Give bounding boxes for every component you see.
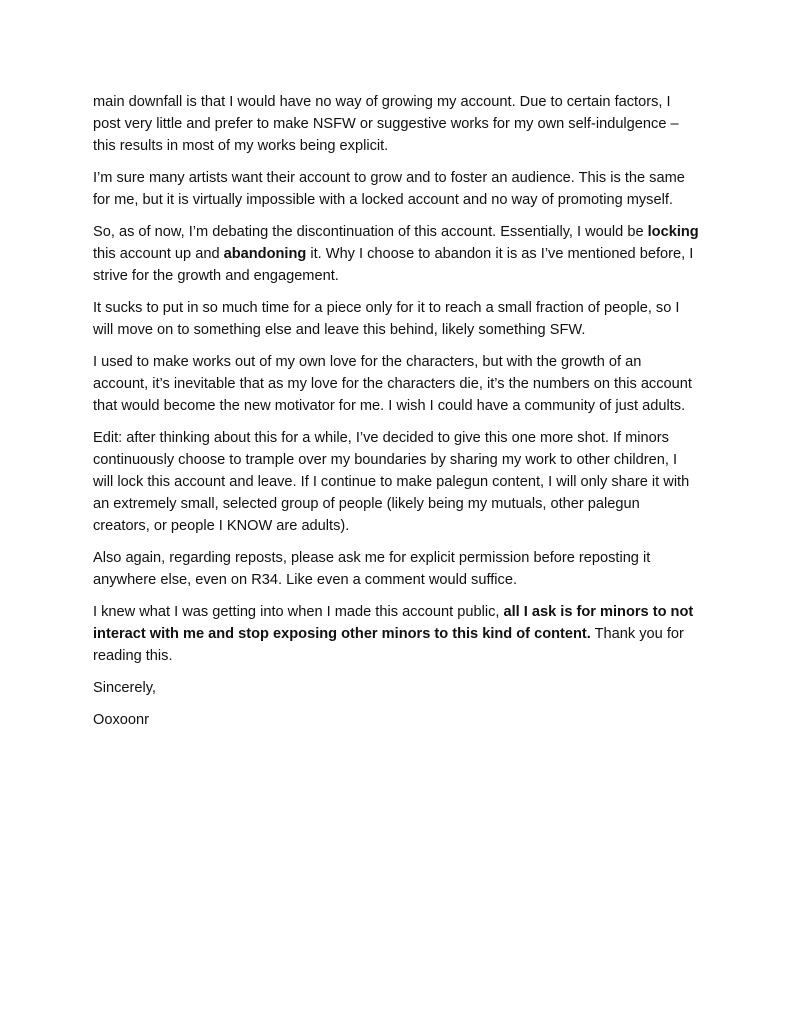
document-body [93, 91, 699, 741]
text-segment: I knew what I was getting into when I made this account public, [93, 604, 504, 620]
paragraph-request [93, 601, 699, 667]
text-segment: Thank you for reading this. [93, 626, 684, 664]
paragraph-edit: Edit: after thinking about this for a while, I’ve decided to give this one more shot. If minors continuously choose to trample over my boundaries by sharing my work to other children, I will lock this account and leave. If I continue to make palegun content, I will only share it with an extremely small, selected group of people (likely being my mutuals, other palegun creators, or people I KNOW are adults). [93, 430, 690, 534]
paragraph-motivation: I used to make works out of my own love for the characters, but with the growth of an account, it’s inevitable that as my love for the characters die, it’s the numbers on this account that would become the new motivator for me. I wish I could have a community of just adults. [93, 354, 692, 414]
signature: Ooxoonr [93, 712, 149, 728]
bold-abandoning: abandoning [223, 246, 307, 262]
bold-locking: locking [647, 224, 699, 240]
bold-request: all I ask is for minors to not interact with me and stop exposing other minors to this kind of content. [93, 604, 694, 642]
closing: Sincerely, [93, 680, 156, 696]
text-segment: this account up and [93, 246, 224, 262]
text-segment: it. Why I choose to abandon it is as I’ve mentioned before, I strive for the growth and engagement. [93, 246, 694, 284]
paragraph-discontinuation [93, 221, 699, 287]
paragraph-reposts: Also again, regarding reposts, please ask me for explicit permission before reposting it anywhere else, even on R34. Like even a comment would suffice. [93, 550, 651, 588]
paragraph-audience: I’m sure many artists want their account to grow and to foster an audience. This is the same for me, but it is virtually impossible with a locked account and no way of promoting myself. [93, 170, 685, 208]
paragraph-growth: main downfall is that I would have no way of growing my account. Due to certain factors, I post very little and prefer to make NSFW or suggestive works for my own self-indulgence – this results in most of my works being explicit. [93, 94, 679, 154]
text-segment: So, as of now, I’m debating the discontinuation of this account. Essentially, I would be [93, 224, 648, 240]
paragraph-reach: It sucks to put in so much time for a piece only for it to reach a small fraction of people, so I will move on to something else and leave this behind, likely something SFW. [93, 300, 680, 338]
